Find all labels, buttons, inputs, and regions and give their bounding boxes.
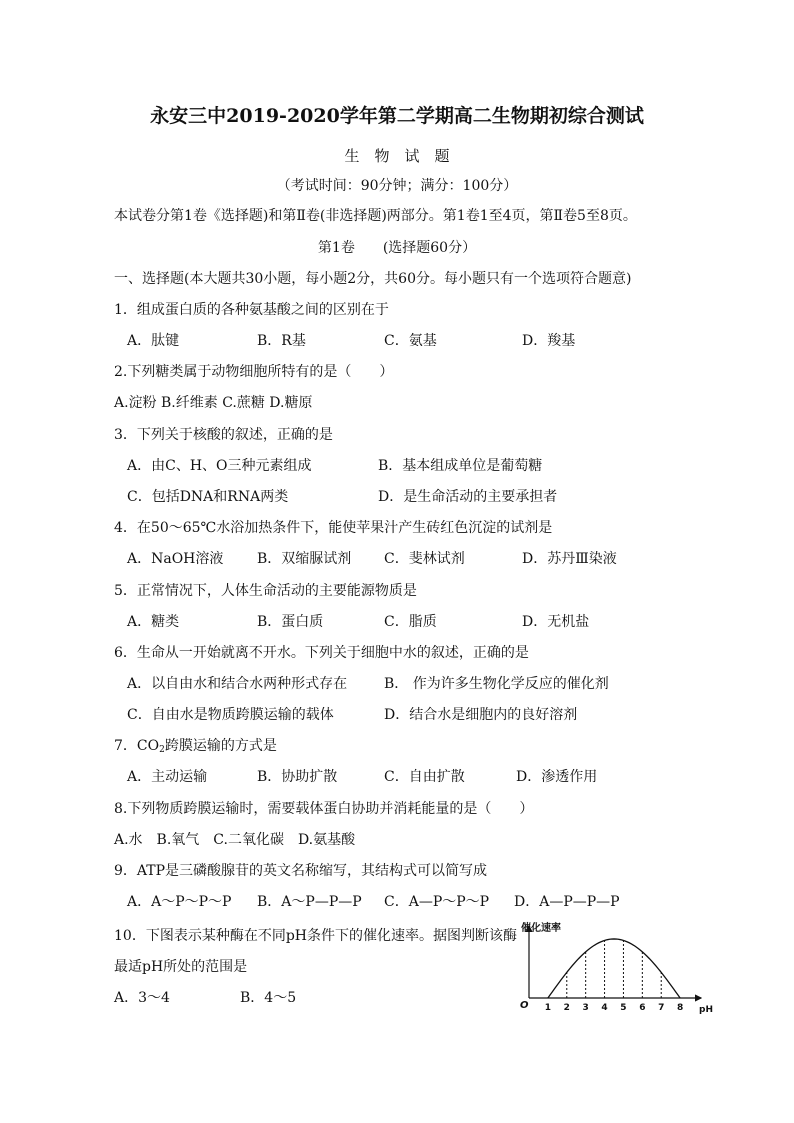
q5-option-a: A．糖类 — [127, 614, 180, 630]
q8-options: A.水 B.氧气 C.二氧化碳 D.氨基酸 — [114, 832, 356, 848]
q2-options: A.淀粉 B.纤维素 C.蔗糖 D.糖原 — [114, 395, 313, 411]
question-10-stem-line2: 最适pH所处的范围是 — [114, 959, 248, 975]
question-1-stem: 1．组成蛋白质的各种氨基酸之间的区别在于 — [114, 302, 389, 318]
page-title: 永安三中2019-2020学年第二学期高二生物期初综合测试 — [150, 105, 644, 127]
question-9-stem: 9．ATP是三磷酸腺苷的英文名称缩写，其结构式可以简写成 — [114, 863, 488, 879]
y-axis-label: 催化速率 — [521, 923, 561, 934]
q9-option-d: D．A—P—P—P — [514, 894, 620, 910]
q3-option-b: B．基本组成单位是葡萄糖 — [378, 458, 543, 474]
q9-option-b: B．A～P—P—P — [257, 894, 362, 910]
x-tick-label-4: 4 — [601, 1003, 608, 1013]
q6-option-a: A．以自由水和结合水两种形式存在 — [127, 676, 348, 692]
question-7-stem — [114, 737, 277, 759]
q10-option-a: A．3～4 — [114, 990, 170, 1006]
question-4-stem: 4．在50～65℃水浴加热条件下，能使苹果汁产生砖红色沉淀的试剂是 — [114, 520, 553, 536]
question-3-stem: 3．下列关于核酸的叙述，正确的是 — [114, 427, 333, 443]
q7-option-b: B．协助扩散 — [257, 769, 338, 785]
q7-stem-post: 跨膜运输的方式是 — [164, 738, 277, 754]
question-5-stem: 5．正常情况下，人体生命活动的主要能源物质是 — [114, 583, 417, 599]
q6-option-c: C．自由水是物质跨膜运输的载体 — [127, 707, 334, 723]
q5-option-c: C．脂质 — [384, 614, 437, 630]
x-tick-label-8: 8 — [676, 1003, 684, 1013]
question-6-stem: 6．生命从一开始就离不开水。下列关于细胞中水的叙述，正确的是 — [114, 645, 529, 661]
question-2-stem: 2.下列糖类属于动物细胞所特有的是（ ） — [114, 364, 394, 380]
x-tick-label-5: 5 — [620, 1003, 627, 1013]
question-10-stem-line1: 10．下图表示某种酶在不同pH条件下的催化速率。据图判断该酶 — [114, 928, 517, 944]
x-tick-label-1: 1 — [544, 1003, 552, 1013]
section-title: 第1卷 (选择题60分） — [317, 240, 477, 256]
q4-option-a: A．NaOH溶液 — [127, 551, 224, 567]
q4-option-b: B．双缩脲试剂 — [257, 551, 352, 567]
q6-option-b: B． 作为许多生物化学反应的催化剂 — [384, 676, 609, 692]
q5-option-d: D．无机盐 — [522, 614, 590, 630]
origin-label: O — [520, 1000, 529, 1011]
graph-marks — [545, 939, 683, 1013]
q7-option-c: C．自由扩散 — [384, 769, 465, 785]
q7-option-d: D．渗透作用 — [516, 769, 598, 785]
x-tick-label-2: 2 — [563, 1003, 570, 1013]
q10-option-b: B．4～5 — [240, 990, 297, 1006]
q9-option-a: A．A～P～P～P — [127, 894, 232, 910]
q1-option-b: B．R基 — [257, 333, 306, 349]
subject-heading: 生 物 试 题 — [344, 147, 450, 165]
x-axis-label: pH — [699, 1005, 713, 1015]
rate-curve — [548, 939, 680, 998]
paper-intro: 本试卷分第1卷《选择题)和第Ⅱ卷(非选择题)两部分。第1卷1至4页，第Ⅱ卷5至8页。 — [114, 208, 637, 224]
q4-option-d: D．苏丹Ⅲ染液 — [522, 551, 617, 567]
x-tick-label-3: 3 — [582, 1003, 589, 1013]
q6-option-d: D．结合水是细胞内的良好溶剂 — [384, 707, 578, 723]
q4-option-c: C．斐林试剂 — [384, 551, 465, 567]
q7-option-a: A．主动运输 — [127, 769, 208, 785]
exam-info: （考试时间：90分钟；满分：100分） — [276, 178, 518, 194]
q1-option-c: C．氨基 — [384, 333, 437, 349]
q3-option-d: D．是生命活动的主要承担者 — [378, 489, 558, 505]
question-8-stem: 8.下列物质跨膜运输时，需要载体蛋白协助并消耗能量的是（ ） — [114, 801, 534, 817]
q3-option-c: C．包括DNA和RNA两类 — [127, 489, 289, 505]
section-instructions: 一、选择题(本大题共30小题，每小题2分，共60分。每小题只有一个选项符合题意) — [114, 271, 632, 287]
q3-option-a: A．由C、H、O三种元素组成 — [127, 458, 312, 474]
q7-stem-subscript: 2 — [159, 745, 165, 755]
x-tick-label-6: 6 — [639, 1003, 646, 1013]
q1-option-a: A．肽键 — [127, 333, 180, 349]
q5-option-b: B．蛋白质 — [257, 614, 324, 630]
q1-option-d: D．羧基 — [522, 333, 576, 349]
enzyme-ph-graph — [515, 918, 727, 1018]
q7-stem-pre: 7．CO — [114, 738, 160, 754]
x-tick-label-7: 7 — [658, 1003, 665, 1013]
q9-option-c: C．A—P～P～P — [384, 894, 490, 910]
